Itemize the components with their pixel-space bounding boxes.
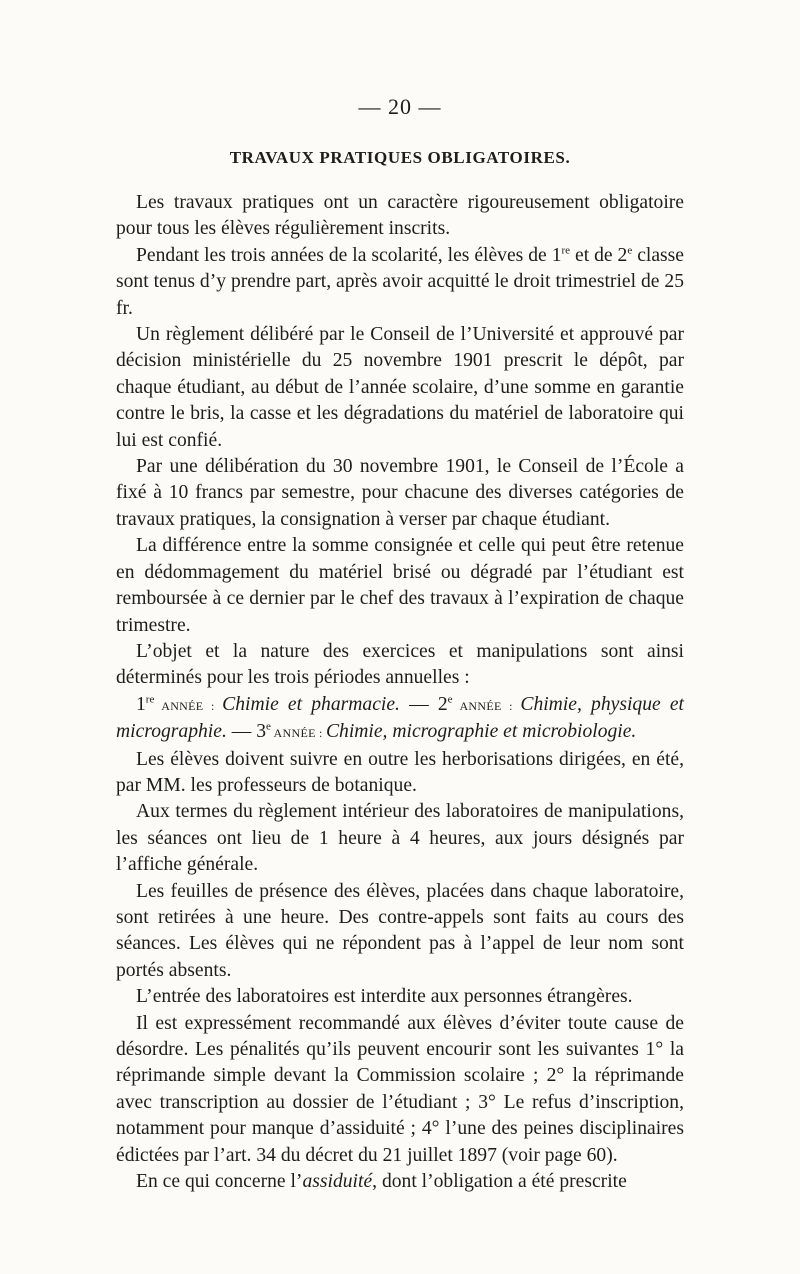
page-number: — 20 — [358, 94, 442, 119]
paragraph-2-text-b: et de 2 [570, 244, 628, 266]
body-text [116, 190, 684, 1195]
year-3-superscript: e [266, 720, 271, 733]
year-3-subject: Chimie, micrographie et microbiologie. [325, 721, 637, 743]
year-1-label: ANNÉE : [154, 698, 223, 713]
separator-2: — [226, 721, 257, 743]
year-3-number: 3 [256, 721, 267, 743]
paragraph-2 [116, 243, 684, 322]
superscript-e: e [627, 244, 633, 257]
paragraph-3: Un règlement délibéré par le Conseil de l’Université et approuvé par décision ministérielle du 25 novembre 1901 prescrit le dépôt, par chaque étudiant, au début de l’année scolaire, d’une somme en garantie contre le bris, la casse et les dégradations du matériel de laboratoire qui lui est confié. [116, 324, 684, 451]
paragraph-1: Les travaux pratiques ont un caractère rigoureusement obligatoire pour tous les élèves régulièrement inscrits. [116, 192, 684, 240]
year-1-superscript: re [145, 693, 155, 706]
paragraph-2-text-c: classe sont tenus d’y prendre part, après avoir acquitté le droit trimestriel de 25 fr. [116, 244, 684, 319]
paragraph-9: Aux termes du règlement intérieur des laboratoires de manipulations, les séances ont lieu de 1 heure à 4 heures, aux jours désignés par l’affiche générale. [116, 801, 684, 876]
paragraph-4: Par une délibération du 30 novembre 1901, le Conseil de l’École a fixé à 10 francs par semestre, pour chacune des diverses catégories de travaux pratiques, la consignation à verser par chaque étudiant. [116, 456, 684, 530]
paragraph-12: Il est expressément recommandé aux élèves d’éviter toute cause de désordre. Les pénalités qu’ils peuvent encourir sont les suivantes 1° la réprimande simple devant la Commission scolaire ; 2° la réprimande avec transcription au dossier de l’étudiant ; 3° Le refus d’inscription, notamment pour manque d’assiduité ; 4° l’une des peines disciplinaires édictées par l’art. 34 du décret du 21 juillet 1897 (voir page 60). [116, 1012, 684, 1166]
year-3-label: ANNÉE : [270, 726, 326, 741]
year-2-number: 2 [437, 693, 448, 715]
paragraph-13-text-a: En ce qui concerne l’ [136, 1171, 303, 1193]
paragraph-6: L’objet et la nature des exercices et manipulations sont ainsi déterminés pour les trois périodes annuelles : [116, 640, 684, 689]
superscript-re: re [561, 244, 571, 257]
paragraph-2-text-a: Pendant les trois années de la scolarité, les élèves de 1 [136, 244, 562, 266]
paragraph-5: La différence entre la somme consignée et celle qui peut être retenue en dédommagement du matériel brisé ou dégradé par l’étudiant est remboursée à ce dernier par le chef des travaux à l’expiration de chaque trimestre. [116, 535, 684, 636]
paragraph-7-curriculum [116, 692, 684, 747]
paragraph-8: Les élèves doivent suivre en outre les herborisations dirigées, en été, par MM. les professeurs de botanique. [116, 748, 684, 796]
paragraph-13 [116, 1169, 684, 1195]
paragraph-13-text-b: , dont l’obligation a été prescrite [372, 1171, 627, 1193]
year-2-superscript: e [447, 693, 453, 706]
year-1-subject: Chimie et pharmacie. [222, 693, 400, 715]
paragraph-10: Les feuilles de présence des élèves, placées dans chaque laboratoire, sont retirées à une heure. Des contre-appels sont faits au cours des séances. Les élèves qui ne répondent pas à l’appel de leur nom sont portés absents. [116, 880, 684, 981]
separator-1: — [399, 693, 438, 715]
year-2-label: ANNÉE : [452, 698, 521, 713]
paragraph-11: L’entrée des laboratoires est interdite aux personnes étrangères. [136, 986, 633, 1008]
year-2-subject: Chimie, physique et micrographie. [116, 693, 684, 743]
paragraph-13-emphasis: assiduité [302, 1171, 373, 1193]
section-heading: TRAVAUX PRATIQUES OBLIGATOIRES. [229, 148, 571, 167]
year-1-number: 1 [136, 693, 146, 715]
